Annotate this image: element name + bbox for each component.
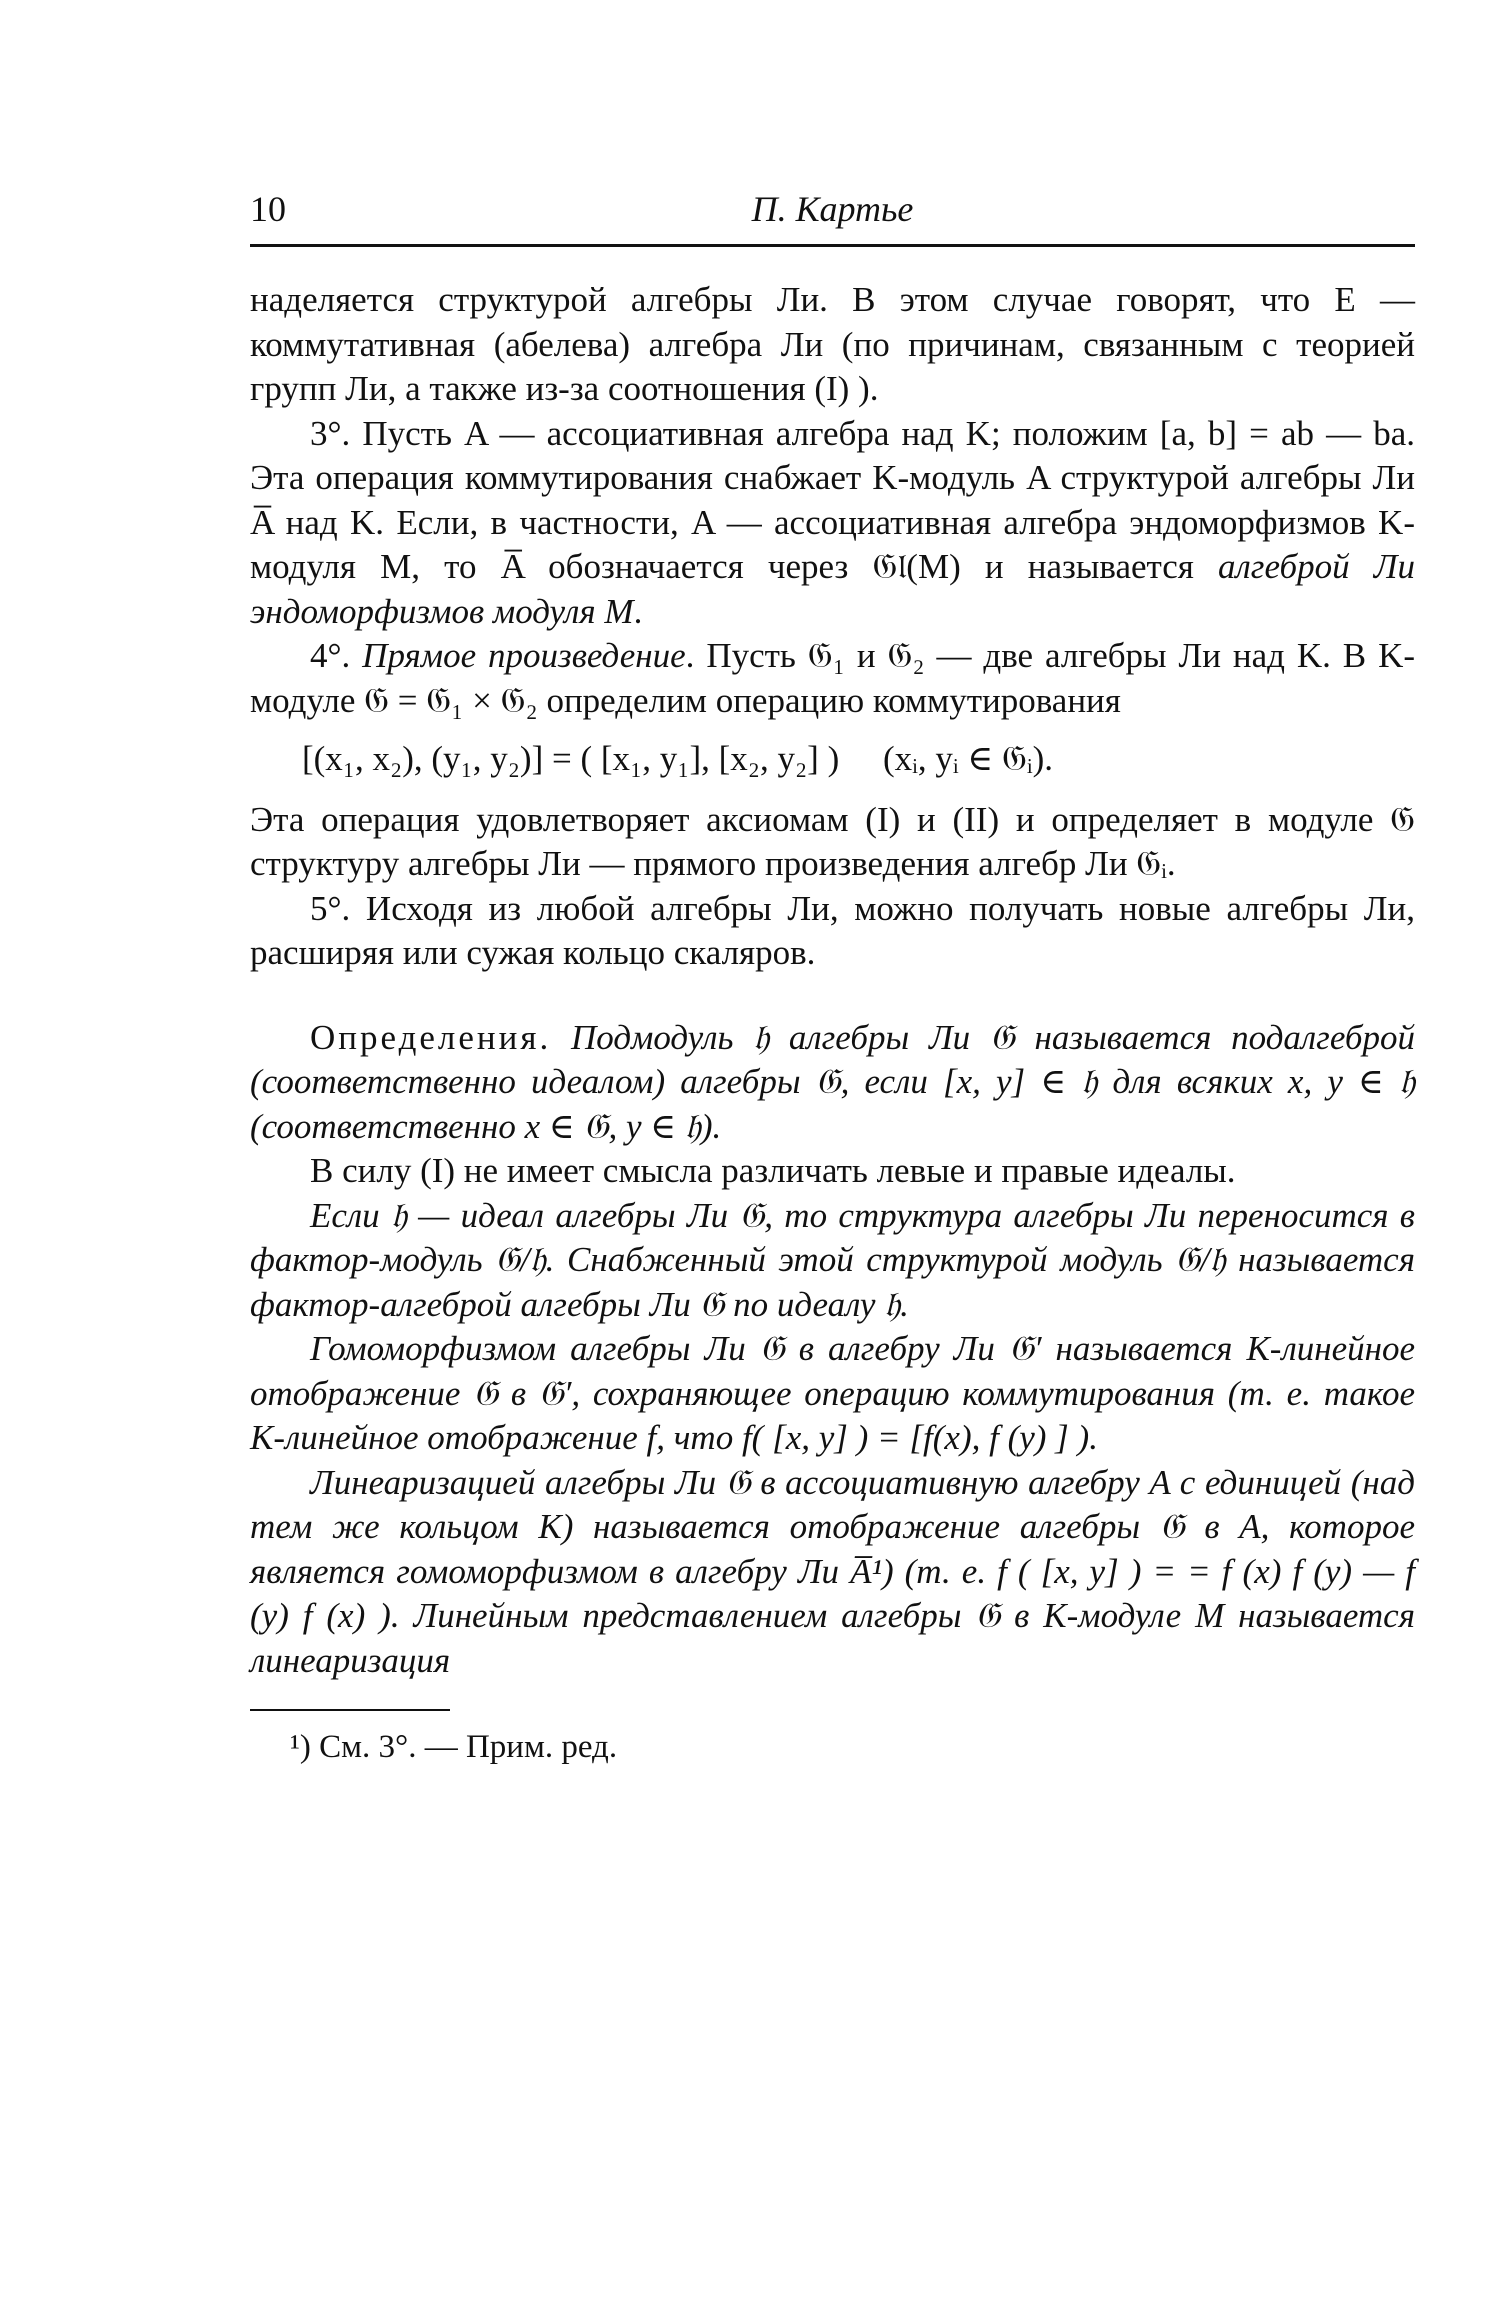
paragraph-item-4 [250, 634, 1415, 723]
item-3-term: алгеброй Ли эндоморфизмов модуля M [250, 547, 1416, 631]
footnote-rule [250, 1709, 450, 1711]
item-4-term: Прямое произведение [362, 636, 686, 675]
footnote: ¹) См. 3°. — Прим. ред. [290, 1729, 618, 1765]
paragraph-linearization [250, 1461, 1415, 1684]
page-author: П. Картье [751, 189, 914, 229]
paragraph-operation: Эта операция удовлетворяет аксиомам (I) и (II) и определяет в модуле 𝔊 структуру алгебры Ли — прямого произведения алгебр Ли 𝔊ᵢ. [250, 799, 1415, 883]
page-number: 10 [250, 189, 286, 229]
paragraph-definitions [250, 1016, 1415, 1150]
section-gap [250, 976, 1415, 1016]
item-3-text: 3°. Пусть A — ассоциативная алгебра над K; положим [a, b] = ab — ba. Эта операция коммутирования снабжает K-модуль A структурой алгебры Ли A̅ над K. Если, в частности, A — ассоциативная алгебра эндоморфизмов K-модуля M, то A̅ обозначается через 𝔊𝔩(M) и называется [250, 413, 1415, 586]
quotient-text: Если 𝔥 — идеал алгебры Ли 𝔊, то структура алгебры Ли переносится в фактор-модуль 𝔊/𝔥. Снабженный этой структурой модуль 𝔊/𝔥 называется фактор-алгеброй алгебры Ли 𝔊 по идеалу 𝔥. [250, 1195, 1415, 1324]
header-rule [250, 244, 1415, 247]
item-3-end: . [633, 591, 643, 631]
paragraph-homomorphism [250, 1327, 1415, 1461]
paragraph-continuation: наделяется структурой алгебры Ли. В этом случае говорят, что E — коммутативная (абелева) алгебра Ли (по причинам, связанным с теорией групп Ли, а также из-за соотношения (I) ). [250, 280, 1415, 408]
running-head [250, 180, 1415, 240]
homomorphism-text: Гомоморфизмом алгебры Ли 𝔊 в алгебру Ли 𝔊′ называется K-линейное отображение 𝔊 в 𝔊′, сохраняющее операцию коммутирования (т. е. такое K-линейное отображение f, что f( [x, y] ) = [f(x), f (y) ] ). [250, 1329, 1415, 1457]
paragraph-item-3 [250, 412, 1415, 635]
definitions-text: Подмодуль 𝔥 алгебры Ли 𝔊 называется подалгеброй (соответственно идеалом) алгебры 𝔊, если [x, y] ∈ 𝔥 для всяких x, y ∈ 𝔥 (соответственно x ∈ 𝔊, y ∈ 𝔥). [250, 1017, 1415, 1146]
linearization-text: Линеаризацией алгебры Ли 𝔊 в ассоциативную алгебру A с единицей (над тем же кольцом K) называется отображение алгебры 𝔊 в A, которое является гомоморфизмом в алгебру Ли A̅¹) (т. е. f ( [x, y] ) = = f (x) f (y) — f (y) f (x) ). Линейным представлением алгебры 𝔊 в K-модуле M называется линеаризация [250, 1462, 1415, 1680]
paragraph-item-5: 5°. Исходя из любой алгебры Ли, можно получать новые алгебры Ли, расширяя или сужая кольцо скаляров. [250, 888, 1415, 972]
paragraph-ideals-remark: В силу (I) не имеет смысла различать левые и правые идеалы. [310, 1151, 1236, 1190]
item-4-number: 4°. [310, 636, 363, 675]
book-page [250, 180, 1415, 1770]
definitions-label: Определения. [310, 1017, 552, 1057]
page-body [250, 278, 1415, 1770]
formula-direct-product: [(x₁, x₂), (y₁, y₂)] = ( [x₁, y₁], [x₂, y₂] ) (xᵢ, yᵢ ∈ 𝔊ᵢ). [302, 739, 1053, 778]
paragraph-quotient [250, 1194, 1415, 1328]
item-4-text: . Пусть 𝔊₁ и 𝔊₂ — две алгебры Ли над K. В K-модуле 𝔊 = 𝔊₁ × 𝔊₂ определим операцию коммутирования [250, 636, 1416, 720]
